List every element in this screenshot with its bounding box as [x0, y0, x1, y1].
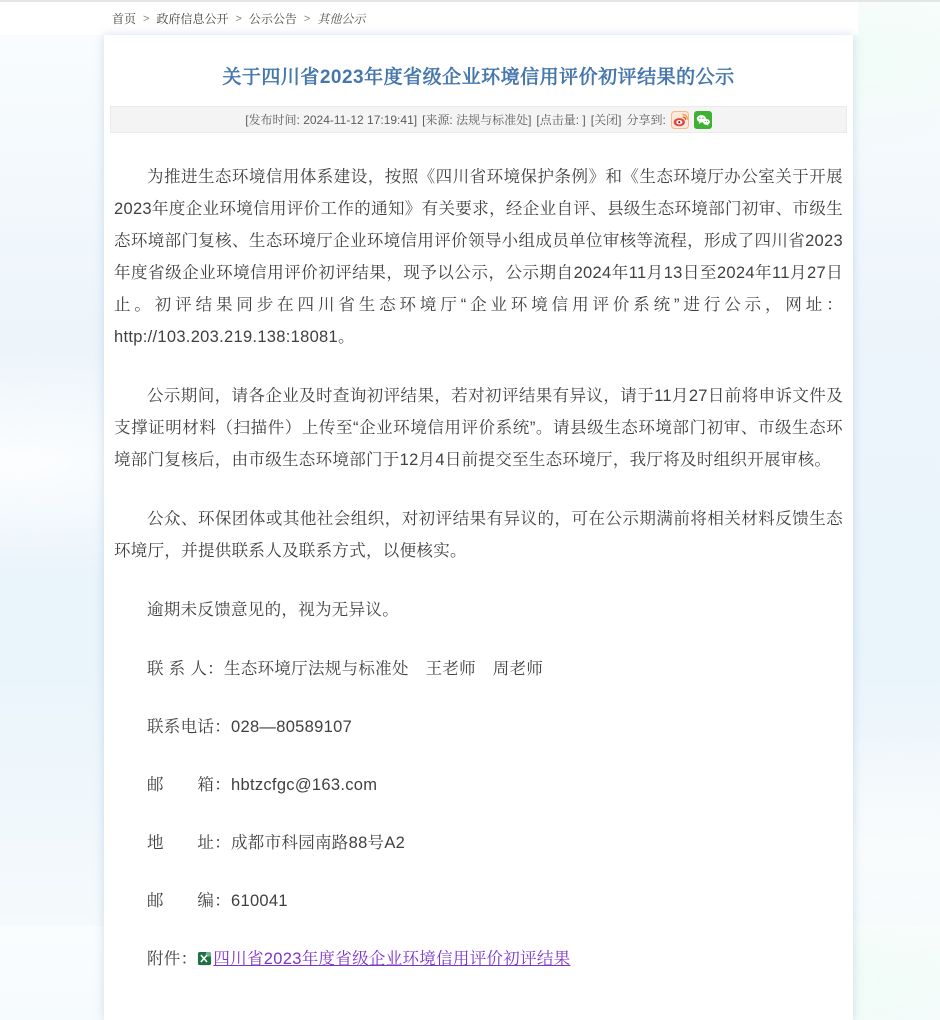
breadcrumb	[0, 2, 858, 35]
contact-address-line: 地 址：成都市科园南路88号A2	[147, 834, 406, 852]
paragraph: 逾期未反馈意见的，视为无异议。	[147, 601, 399, 619]
attachment-label: 附件：	[147, 950, 198, 968]
breadcrumb-item-gov-info[interactable]: 政府信息公开	[156, 12, 229, 26]
close-link[interactable]: [关闭]	[590, 113, 622, 127]
page-title: 关于四川省2023年度省级企业环境信用评价初评结果的公示	[222, 67, 735, 88]
share-label: 分享到:	[626, 113, 666, 127]
contact-person-line: 联 系 人：生态环境厅法规与标准处 王老师 周老师	[147, 660, 544, 678]
breadcrumb-item-current: 其他公示	[317, 12, 366, 26]
contact-postcode-line: 邮 编：610041	[147, 892, 288, 910]
paragraph: 公众、环保团体或其他社会组织，对初评结果有异议的，可在公示期满前将相关材料反馈生态环境厅，并提供联系人及联系方式，以便核实。	[114, 510, 843, 560]
paragraph: 公示期间，请各企业及时查询初评结果，若对初评结果有异议，请于11月27日前将申诉文件及支撑证明材料（扫描件）上传至“企业环境信用评价系统”。请县级生态环境部门初审、市级生态环境部门复核后，由市级生态环境部门于12月4日前提交至生态环境厅，我厅将及时组织开展审核。	[114, 387, 843, 469]
paragraph: 为推进生态环境信用体系建设，按照《四川省环境保护条例》和《生态环境厅办公室关于开展2023年度企业环境信用评价工作的通知》有关要求，经企业自评、县级生态环境部门初审、市级生态环境部门复核、生态环境厅企业环境信用评价领导小组成员单位审核等流程，形成了四川省2023年度省级企业环境信用评价初评结果，现予以公示，公示期自2024年11月13日至2024年11月27日止。初评结果同步在四川省生态环境厅“企业环境信用评价系统”进行公示，网址：http://103.203.219.138:18081。	[114, 168, 843, 346]
article-card	[104, 35, 853, 1020]
article-meta-bar	[110, 106, 847, 133]
wechat-share-icon[interactable]	[694, 111, 712, 129]
weibo-share-icon[interactable]	[671, 111, 689, 129]
attachment-row	[114, 943, 843, 975]
source-label: [来源: 法规与标准处]	[422, 113, 532, 127]
excel-file-icon	[197, 951, 212, 966]
contact-email-line: 邮 箱：hbtzcfgc@163.com	[147, 776, 378, 794]
contact-phone-line: 联系电话：028—80589107	[147, 718, 353, 736]
hit-count: [点击量: ]	[536, 113, 586, 127]
article-body	[108, 161, 849, 975]
breadcrumb-item-notices[interactable]: 公示公告	[248, 12, 297, 26]
breadcrumb-separator: >	[235, 12, 242, 25]
breadcrumb-separator: >	[303, 12, 311, 25]
attachment-link[interactable]: 四川省2023年度省级企业环境信用评价初评结果	[213, 950, 571, 968]
breadcrumb-item-home[interactable]: 首页	[112, 12, 137, 26]
publish-time: [发布时间: 2024-11-12 17:19:41]	[245, 113, 418, 127]
breadcrumb-separator: >	[143, 12, 150, 25]
